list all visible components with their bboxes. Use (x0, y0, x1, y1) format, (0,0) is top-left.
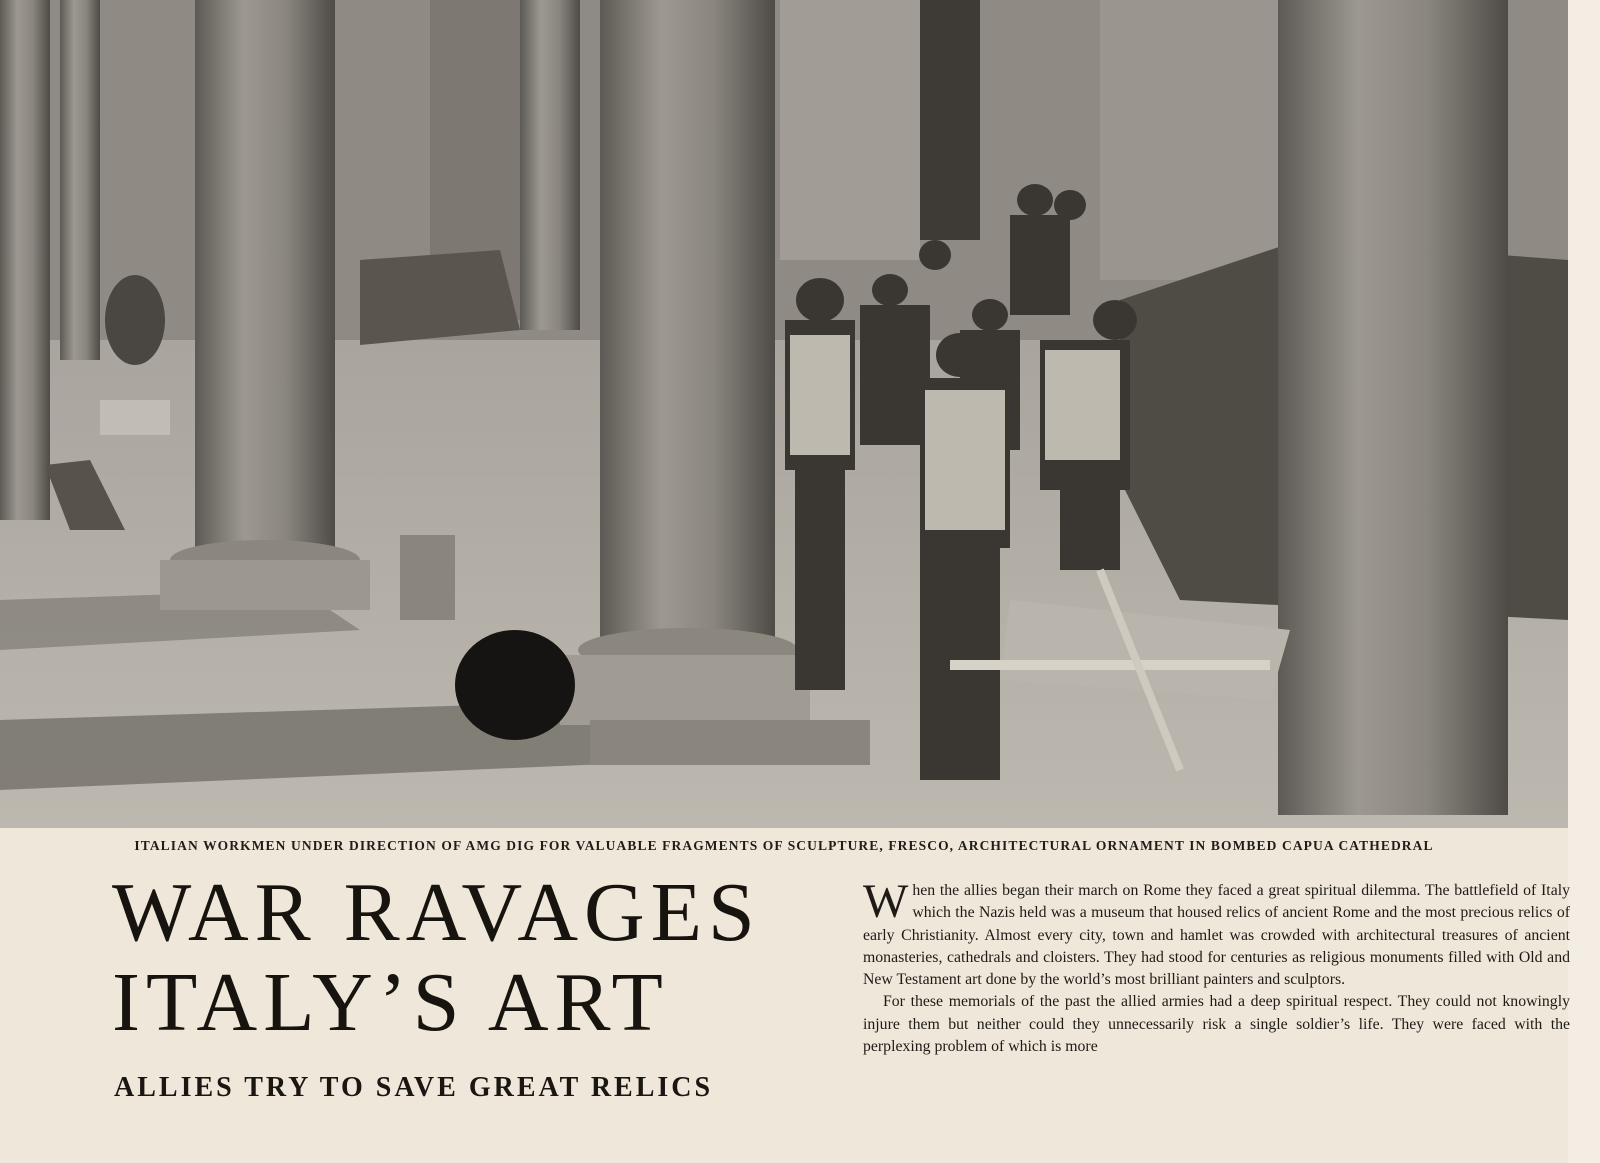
headline (112, 868, 832, 1048)
article-paragraph-1 (863, 875, 1570, 991)
article-body (863, 875, 1570, 1058)
page-margin (1568, 0, 1600, 1163)
paragraph-1-text: hen the allies began their march on Rome they faced a great spiritual dilemma. The battlefield of Italy which the Nazis held was a museum that housed relics of ancient Rome and the most precious relics of early Christianity. Almost every city, town and hamlet was crowded with architectural treasures of ancient monasteries, cathedrals and cloisters. They had stood for centuries as religious monuments filled with Old and New Testament art done by the world’s most brilliant painters and sculptors. (863, 882, 1570, 989)
photo-caption: ITALIAN WORKMEN UNDER DIRECTION OF AMG DIG FOR VALUABLE FRAGMENTS OF SCULPTURE, FRESCO, ARCHITECTURAL ORNAMENT IN BOMBED CAPUA CATHEDRAL (134, 838, 1434, 853)
article-paragraph-2: For these memorials of the past the allied armies had a deep spiritual respect. They could not knowingly injure them but neither could they unnecessarily risk a single soldier’s life. They were faced with the perplexing problem of which is more (863, 993, 1570, 1056)
headline-line-1: WAR RAVAGES (112, 866, 761, 959)
subheadline: ALLIES TRY TO SAVE GREAT RELICS (114, 1072, 714, 1103)
headline-line-2: ITALY’S ART (112, 956, 669, 1049)
drop-cap: W (863, 875, 909, 928)
